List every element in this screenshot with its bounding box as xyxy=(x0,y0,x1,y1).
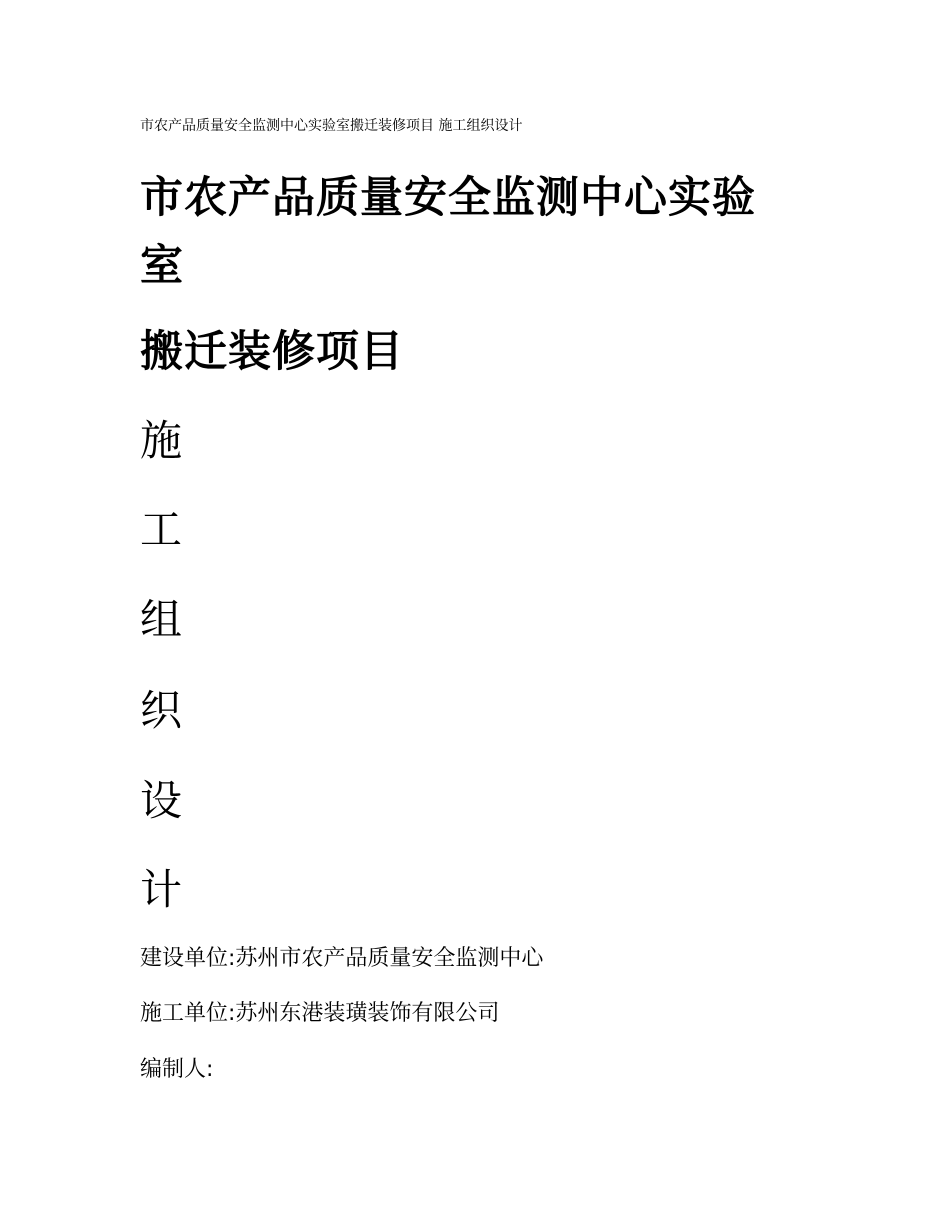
subtitle-char-6: 计 xyxy=(140,865,183,914)
running-header: 市农产品质量安全监测中心实验室搬迁装修项目 施工组织设计 xyxy=(140,118,523,134)
contractor-info: 施工单位:苏州东港装璜装饰有限公司 xyxy=(140,1001,500,1026)
document-title-line-2: 室 xyxy=(140,241,184,291)
subtitle-char-1: 施 xyxy=(140,416,183,465)
subtitle-char-3: 组 xyxy=(140,595,183,644)
document-title-line-1: 市农产品质量安全监测中心实验 xyxy=(140,173,756,223)
subtitle-char-4: 织 xyxy=(140,686,183,735)
subtitle-char-2: 工 xyxy=(140,505,183,554)
subtitle-char-5: 设 xyxy=(140,776,183,825)
author-info: 编制人: xyxy=(140,1057,214,1082)
client-info: 建设单位:苏州市农产品质量安全监测中心 xyxy=(140,946,544,971)
document-title-line-3: 搬迁装修项目 xyxy=(140,327,404,377)
